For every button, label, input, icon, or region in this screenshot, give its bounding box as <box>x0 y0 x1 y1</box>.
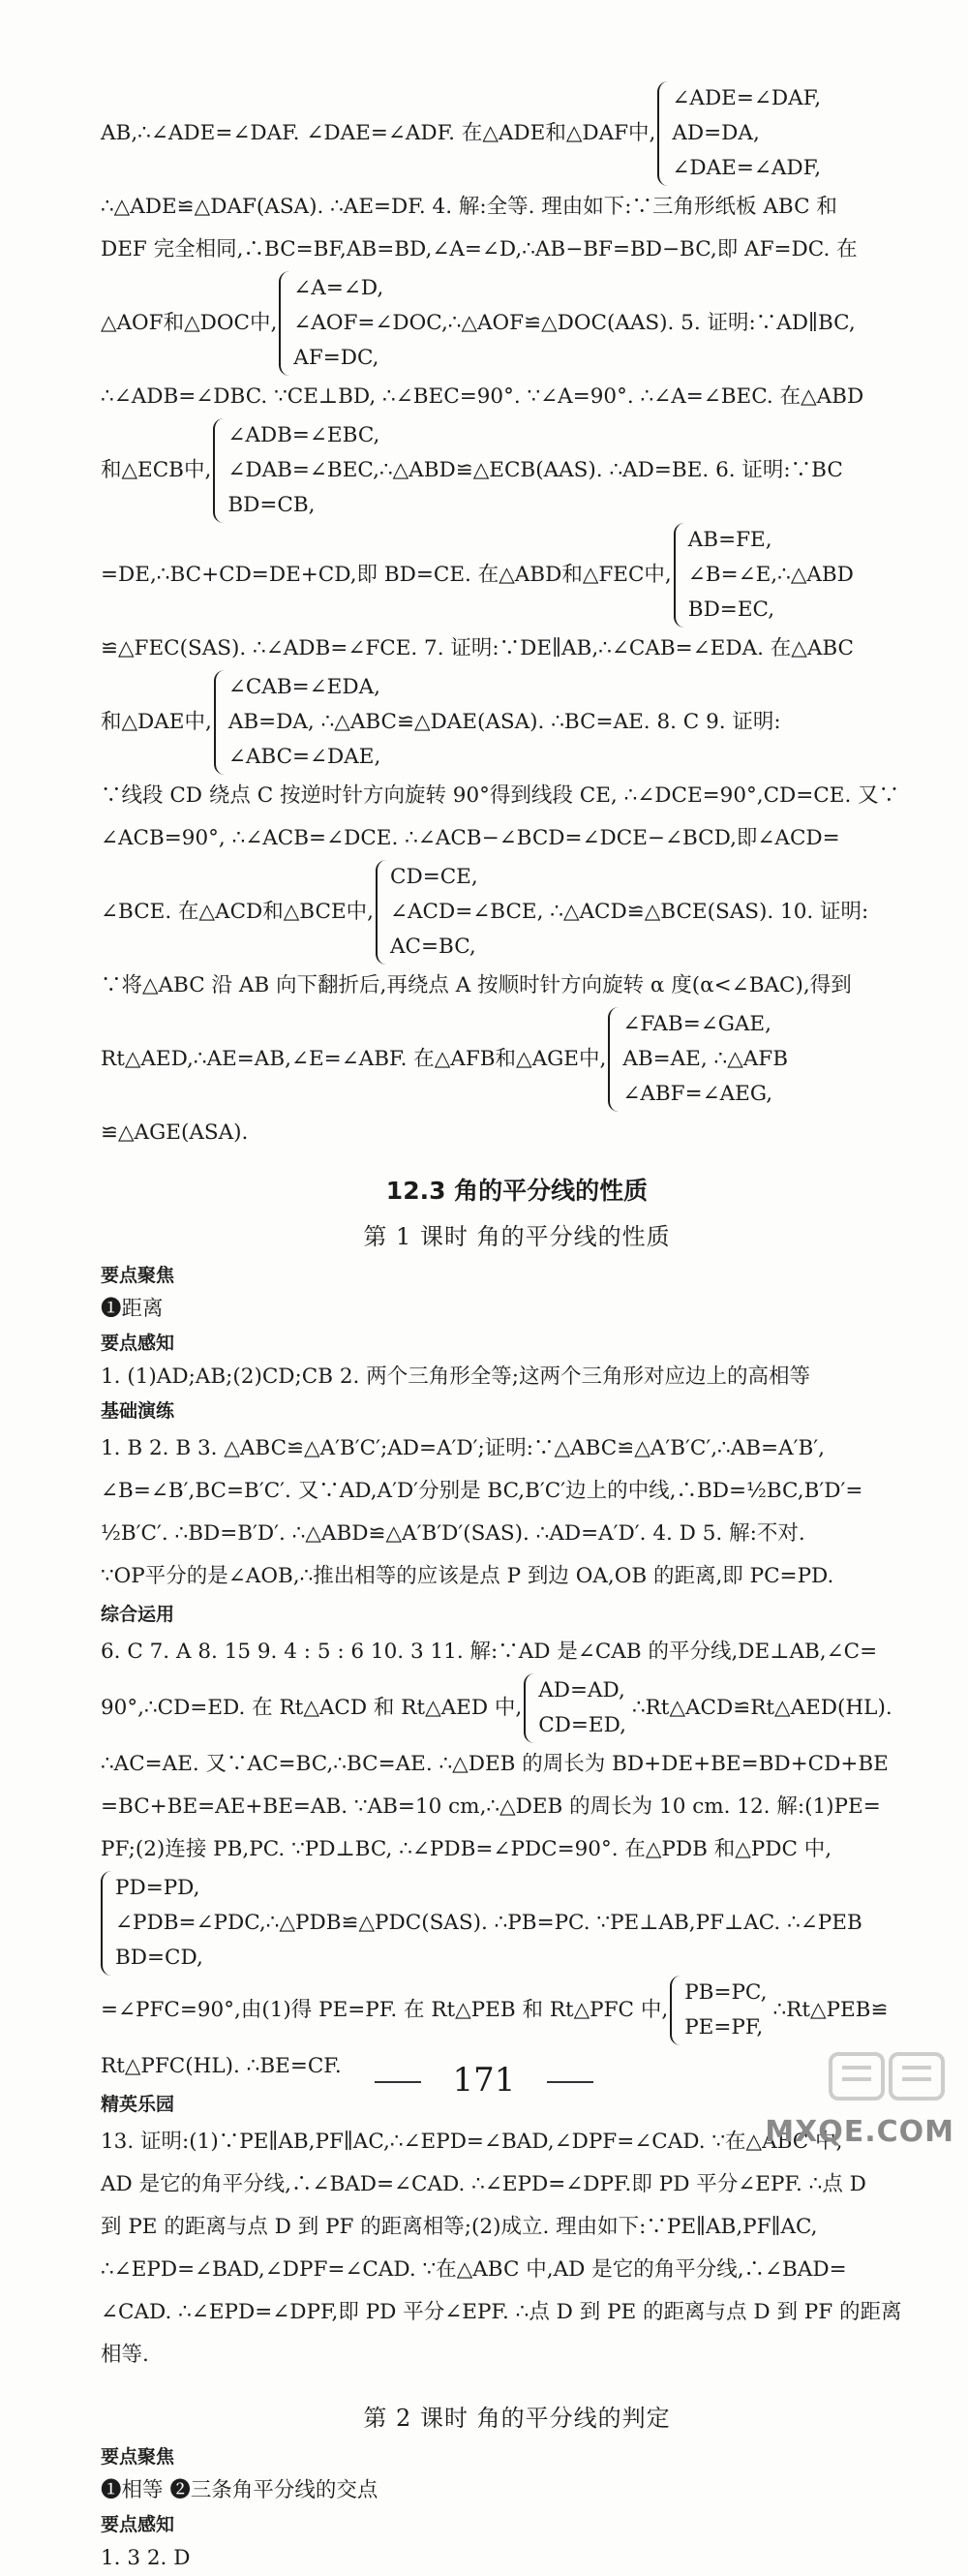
brace <box>101 1871 111 1976</box>
answer-page <box>101 81 933 2576</box>
label-focus: 要点聚焦 <box>101 2446 175 2468</box>
line-c6 <box>101 1976 933 2045</box>
system-row: BD=EC, <box>687 598 775 622</box>
text-line: 1. B 2. B 3. △ABC≌△A′B′C′;AD=A′D′;证明:∵△ABC≌△A′B′C′,∴AB=A′B′, <box>101 1436 825 1460</box>
text-line: ∠CAD. ∴∠EPD=∠DPF,即 PD 平分∠EPF. ∴点 D 到 PE 的距离与点 D 到 PF 的距离 <box>101 2300 902 2324</box>
text-line: ∴∠EPD=∠BAD,∠DPF=∠CAD. ∵在△ABC 中,AD 是它的角平分线,∴∠BAD= <box>101 2257 847 2282</box>
text-line: ∵OP平分的是∠AOB,∴推出相等的应该是点 P 到边 OA,OB 的距离,即 PC=PD. <box>101 1564 834 1588</box>
system-row: PD=PD, <box>115 1876 200 1900</box>
equation-system <box>279 271 855 376</box>
system-row: AD=AD, <box>538 1678 625 1702</box>
system-row: PB=PC, <box>684 1980 768 2005</box>
system-row: ∠CAB=∠EDA, <box>227 675 380 699</box>
system-row: ∠PDB=∠PDC,∴△PDB≌△PDC(SAS). ∴PB=PC. ∵PE⊥AB,PF⊥AC. ∴∠PEB <box>115 1911 862 1935</box>
text-line: ∵线段 CD 绕点 C 按逆时针方向旋转 90°得到线段 CE, ∴∠DCE=90°,CD=CE. 又∵ <box>101 783 900 808</box>
system-row: ∠FAB=∠GAE, <box>622 1012 771 1036</box>
system-row: AC=BC, <box>390 935 476 959</box>
brace <box>279 271 289 376</box>
system-row: ∠B=∠E,∴△ABD <box>687 563 854 587</box>
label-basic: 基础演练 <box>101 1400 175 1422</box>
text-line: 13. 证明:(1)∵PE∥AB,PF∥AC,∴∠EPD=∠BAD,∠DPF=∠CAD. ∵在△ABC 中, <box>101 2130 843 2154</box>
text-line: AD 是它的角平分线,∴∠BAD=∠CAD. ∴∠EPD=∠DPF.即 PD 平分∠EPF. ∴点 D <box>101 2172 866 2196</box>
line-6 <box>101 418 933 523</box>
text-line: Rt△AED,∴AE=AB,∠E=∠ABF. 在△AFB和△AGE中, <box>101 1047 607 1071</box>
text-line: Rt△PFC(HL). ∴BE=CF. <box>101 2054 342 2078</box>
text-line: ≌△AGE(ASA). <box>101 1120 249 1145</box>
text-line: AB,∴∠ADE=∠DAF. ∠DAE=∠ADF. 在△ADE和△DAF中, <box>101 121 656 145</box>
text-line: ≌△FEC(SAS). ∴∠ADB=∠FCE. 7. 证明:∵DE∥AB,∴∠CAB=∠EDA. 在△ABC <box>101 636 855 660</box>
text-line: ∴Rt△PEB≌ <box>772 1998 889 2022</box>
text-line: 和△DAE中, <box>101 710 212 734</box>
text-line: =BC+BE=AE+BE=AB. ∵AB=10 cm,∴△DEB 的周长为 10 cm. 12. 解:(1)PE= <box>101 1794 881 1819</box>
equation-system <box>214 670 781 775</box>
system-row: BD=CD, <box>115 1946 203 1970</box>
equation-system <box>674 523 854 628</box>
label-focus: 要点聚焦 <box>101 1265 175 1286</box>
system-row: ∠ABC=∠DAE, <box>227 745 381 769</box>
brace <box>674 523 684 628</box>
brace <box>670 1976 681 2045</box>
system-row: AB=DA, ∴△ABC≌△DAE(ASA). ∴BC=AE. 8. C 9. 证明: <box>227 710 781 734</box>
equation-system <box>670 1976 767 2045</box>
system-row: CD=CE, <box>390 865 478 889</box>
system-row: CD=ED, <box>538 1713 626 1737</box>
system-row: ∠AOF=∠DOC,∴△AOF≌△DOC(AAS). 5. 证明:∵AD∥BC, <box>293 311 856 335</box>
text-line: ½B′C′. ∴BD=B′D′. ∴△ABD≌△A′B′D′(SAS). ∴AD=A′D′. 4. D 5. 解:不对. <box>101 1521 805 1546</box>
text-line: ∴∠ADB=∠DBC. ∵CE⊥BD, ∴∠BEC=90°. ∵∠A=90°. ∴∠A=∠BEC. 在△ABD <box>101 384 864 409</box>
line-1 <box>101 81 933 186</box>
section-title: 12.3 角的平分线的性质 <box>385 1177 649 1205</box>
text-line: 相等. <box>101 2343 149 2367</box>
system-row: AB=AE, ∴△AFB <box>622 1047 789 1071</box>
system-row: AF=DC, <box>293 346 379 370</box>
label-elite: 精英乐园 <box>101 2094 175 2115</box>
text-line: ∠ACB=90°, ∴∠ACB=∠DCE. ∴∠ACB−∠BCD=∠DCE−∠BCD,即∠ACD= <box>101 826 840 850</box>
text-line: ∠B=∠B′,BC=B′C′. 又∵AD,A′D′分别是 BC,B′C′边上的中线,∴BD=½BC,B′D′= <box>101 1479 863 1503</box>
text-line: =∠PFC=90°,由(1)得 PE=PF. 在 Rt△PEB 和 Rt△PFC 中, <box>101 1998 669 2022</box>
text-line: ∵将△ABC 沿 AB 向下翻折后,再绕点 A 按顺时针方向旋转 α 度(α<∠BAC),得到 <box>101 973 852 997</box>
line-c2 <box>101 1673 933 1743</box>
equation-system <box>657 81 821 186</box>
system-row: ∠ADB=∠EBC, <box>227 423 380 447</box>
text-line: DEF 完全相同,∴BC=BF,AB=BD,∠A=∠D,∴AB−BF=BD−BC,即 AF=DC. 在 <box>101 237 858 261</box>
system-row: BD=CB, <box>227 493 316 517</box>
brace <box>376 860 386 965</box>
equation-system <box>608 1007 788 1112</box>
focus-answer: ❶相等 ❷三条角平分线的交点 <box>101 2478 378 2502</box>
system-row: ∠ABF=∠AEG, <box>622 1082 773 1106</box>
text-line: PF;(2)连接 PB,PC. ∵PD⊥BC, ∴∠PDB=∠PDC=90°. 在△PDB 和△PDC 中, <box>101 1837 832 1861</box>
line-12 <box>101 860 933 965</box>
label-perceive: 要点感知 <box>101 2514 175 2535</box>
text-line: 和△ECB中, <box>101 458 212 482</box>
brace <box>657 81 668 186</box>
divider <box>375 2081 421 2083</box>
text-line: ∠BCE. 在△ACD和△BCE中, <box>101 900 374 924</box>
text-line: =DE,∴BC+CD=DE+CD,即 BD=CE. 在△ABD和△FEC中, <box>101 563 672 587</box>
system-row: ∠DAB=∠BEC,∴△ABD≌△ECB(AAS). ∴AD=BE. 6. 证明:∵BC <box>227 458 843 482</box>
line-14 <box>101 1007 933 1112</box>
system-row: AD=DA, <box>672 121 760 145</box>
brace <box>214 670 225 775</box>
system-row: ∠ADE=∠DAF, <box>672 86 822 110</box>
text-line: ∴△ADE≌△DAF(ASA). ∴AE=DF. 4. 解:全等. 理由如下:∵三角形纸板 ABC 和 <box>101 195 837 219</box>
line-4 <box>101 271 933 376</box>
lesson-title: 第 2 课时 角的平分线的判定 <box>363 2405 671 2432</box>
text-line: △AOF和△DOC中, <box>101 311 278 335</box>
line-9 <box>101 670 933 775</box>
equation-system <box>101 1871 862 1976</box>
equation-system <box>213 418 842 523</box>
brace <box>213 418 224 523</box>
brace <box>608 1007 619 1112</box>
text-line: ∴Rt△ACD≌Rt△AED(HL). <box>631 1696 892 1720</box>
text-line: ∴AC=AE. 又∵AC=BC,∴BC=AE. ∴△DEB 的周长为 BD+DE+BE=BD+CD+BE <box>101 1752 889 1776</box>
text-line: 90°,∴CD=ED. 在 Rt△ACD 和 Rt△AED 中, <box>101 1696 523 1720</box>
perceive-answer: 1. (1)AD;AB;(2)CD;CB 2. 两个三角形全等;这两个三角形对应边上的高相等 <box>101 1365 810 1389</box>
lesson-title: 第 1 课时 角的平分线的性质 <box>363 1223 671 1250</box>
label-perceive: 要点感知 <box>101 1333 175 1354</box>
system-row: ∠DAE=∠ADF, <box>672 156 822 180</box>
system-row: PE=PF, <box>684 2015 764 2039</box>
watermark-text: MXQE.COM <box>765 2115 954 2149</box>
equation-system <box>376 860 868 965</box>
perceive-answer: 1. 3 2. D <box>101 2546 191 2570</box>
system-row: AB=FE, <box>687 528 772 552</box>
line-c5-system <box>101 1871 933 1976</box>
equation-system <box>524 1673 626 1743</box>
system-row: ∠A=∠D, <box>293 276 384 300</box>
text-line: 6. C 7. A 8. 15 9. 4 : 5 : 6 10. 3 11. 解:∵AD 是∠CAB 的平分线,DE⊥AB,∠C= <box>101 1640 878 1664</box>
system-row: ∠ACD=∠BCE, ∴△ACD≌△BCE(SAS). 10. 证明: <box>390 900 869 924</box>
brace <box>524 1673 534 1743</box>
text-line: 到 PE 的距离与点 D 到 PF 的距离相等;(2)成立. 理由如下:∵PE∥AB,PF∥AC, <box>101 2215 818 2239</box>
line-7 <box>101 523 933 628</box>
focus-answer: ❶距离 <box>101 1297 164 1321</box>
label-comprehensive: 综合运用 <box>101 1604 175 1625</box>
page-number: 171 <box>452 2061 516 2100</box>
divider <box>547 2081 593 2083</box>
